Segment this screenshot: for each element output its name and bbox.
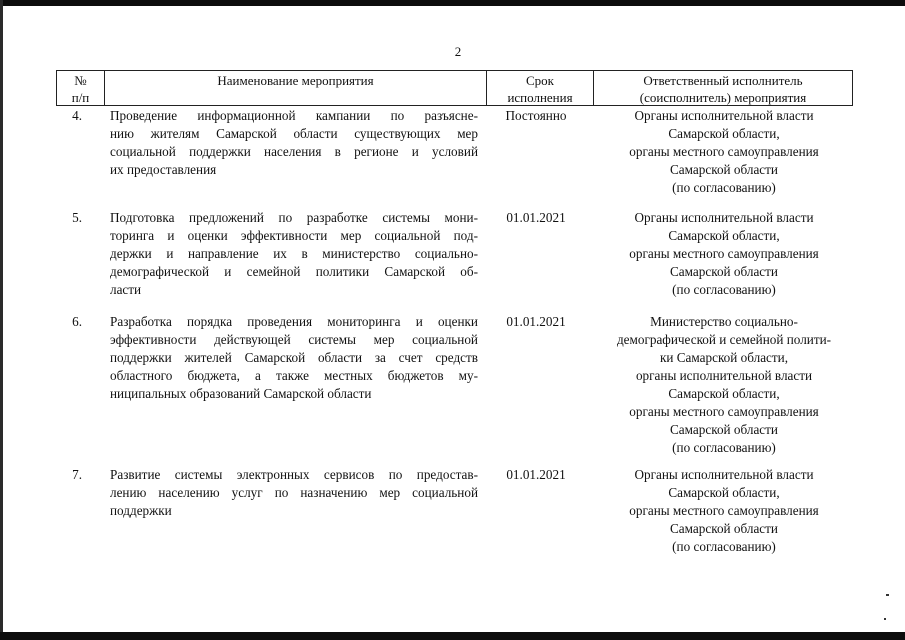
row-5-responsible-line: Органы исполнительной власти	[634, 210, 814, 225]
row-7-responsible-line: Органы исполнительной власти	[634, 467, 814, 482]
row-5-responsible-line: органы местного самоуправления	[629, 246, 819, 261]
row-7-name-line: лению населению услуг по назначению мер социальной	[110, 485, 478, 500]
row-5-responsible-line: Самарской области,	[668, 228, 780, 243]
row-4-responsible-line: Самарской области	[670, 162, 778, 177]
page-number: 2	[454, 44, 462, 59]
row-6-responsible-line: Самарской области	[670, 422, 778, 437]
row-4-name-line: социальной поддержки населения в регионе и условий	[110, 144, 478, 159]
scan-border-bottom	[0, 632, 905, 640]
row-7-number: 7.	[72, 467, 82, 482]
header-name: Наименование мероприятия	[217, 73, 374, 88]
table-top-rule	[56, 70, 853, 71]
row-5-name-line: торинга и оценки эффективности мер социальной под-	[110, 228, 478, 243]
row-6-responsible	[596, 313, 852, 457]
row-7-name-line: поддержки	[110, 503, 172, 518]
row-6-responsible-line: органы местного самоуправления	[629, 404, 819, 419]
row-4-term-value: Постоянно	[505, 108, 567, 123]
row-6-responsible-line: (по согласованию)	[672, 440, 776, 455]
row-6-responsible-line: Самарской области,	[668, 386, 780, 401]
row-7-term-value: 01.01.2021	[506, 467, 566, 482]
row-7-term	[488, 466, 584, 484]
row-6-name-line: областного бюджета, а также местных бюджетов му-	[110, 368, 478, 383]
row-4-responsible-line: Самарской области,	[668, 126, 780, 141]
row-5-name-line: ласти	[110, 282, 142, 297]
row-4-name-line: Проведение информационной кампании по разъясне-	[110, 108, 478, 123]
scan-speck	[886, 594, 889, 596]
row-4-name-line: их предоставления	[110, 162, 217, 177]
row-5-name-line: Подготовка предложений по разработке системы мони-	[110, 210, 478, 225]
row-6-responsible-line: демографической и семейной полити-	[616, 332, 832, 347]
row-6-term-value: 01.01.2021	[506, 314, 566, 329]
row-4-responsible	[596, 107, 852, 197]
row-7-responsible-line: (по согласованию)	[672, 539, 776, 554]
row-4-number: 4.	[72, 108, 82, 123]
row-6-responsible-line: ки Самарской области,	[659, 350, 789, 365]
header-term-line2: исполнения	[507, 90, 573, 105]
scan-border-left	[0, 0, 3, 640]
row-4-name	[110, 107, 478, 179]
row-6-responsible-line: органы исполнительной власти	[635, 368, 813, 383]
row-6-name-line: ниципальных образований Самарской области	[110, 386, 372, 401]
header-responsible-line1: Ответственный исполнитель	[643, 73, 803, 88]
table-right-border	[852, 70, 853, 106]
row-6-name-line: Разработка порядка проведения мониторинга и оценки	[110, 314, 478, 329]
row-5-name-line: демографической и семейной политики Самарской об-	[110, 264, 478, 279]
header-term	[487, 72, 593, 106]
row-5-responsible	[596, 209, 852, 299]
row-6-responsible-line: Министерство социально-	[650, 314, 798, 329]
row-6-number: 6.	[72, 314, 82, 329]
header-number	[57, 72, 104, 106]
scan-speck	[884, 618, 886, 620]
row-6-name-line: поддержки жителей Самарской области за счет средств	[110, 350, 478, 365]
row-5-responsible-line: Самарской области	[670, 264, 778, 279]
row-6-name-line: эффективности действующей системы мер социальной	[110, 332, 478, 347]
row-5-term	[488, 209, 584, 227]
row-7-name-line: Развитие системы электронных сервисов по предостав-	[110, 467, 478, 482]
row-5-number: 5.	[72, 210, 82, 225]
row-5-name-line: держки и направление их в министерство социально-	[110, 246, 478, 261]
row-4-responsible-line: органы местного самоуправления	[629, 144, 819, 159]
header-term-line1: Срок	[526, 73, 554, 88]
row-7-name	[110, 466, 478, 520]
row-6-term	[488, 313, 584, 331]
row-4-term	[488, 107, 584, 125]
row-5-name	[110, 209, 478, 299]
scan-border-top	[0, 0, 905, 6]
header-responsible	[594, 72, 852, 106]
row-6-name	[110, 313, 478, 403]
header-number-line1: №	[74, 73, 87, 88]
row-4-responsible-line: Органы исполнительной власти	[634, 108, 814, 123]
row-4-responsible-line: (по согласованию)	[672, 180, 776, 195]
header-responsible-line2: (соисполнитель) мероприятия	[639, 90, 807, 105]
row-7-responsible-line: Самарской области,	[668, 485, 780, 500]
row-5-responsible-line: (по согласованию)	[672, 282, 776, 297]
header-number-line2: п/п	[71, 90, 90, 105]
row-7-responsible-line: Самарской области	[670, 521, 778, 536]
row-5-term-value: 01.01.2021	[506, 210, 566, 225]
row-7-responsible	[596, 466, 852, 556]
row-7-responsible-line: органы местного самоуправления	[629, 503, 819, 518]
row-4-name-line: нию жителям Самарской области существующих мер	[110, 126, 478, 141]
